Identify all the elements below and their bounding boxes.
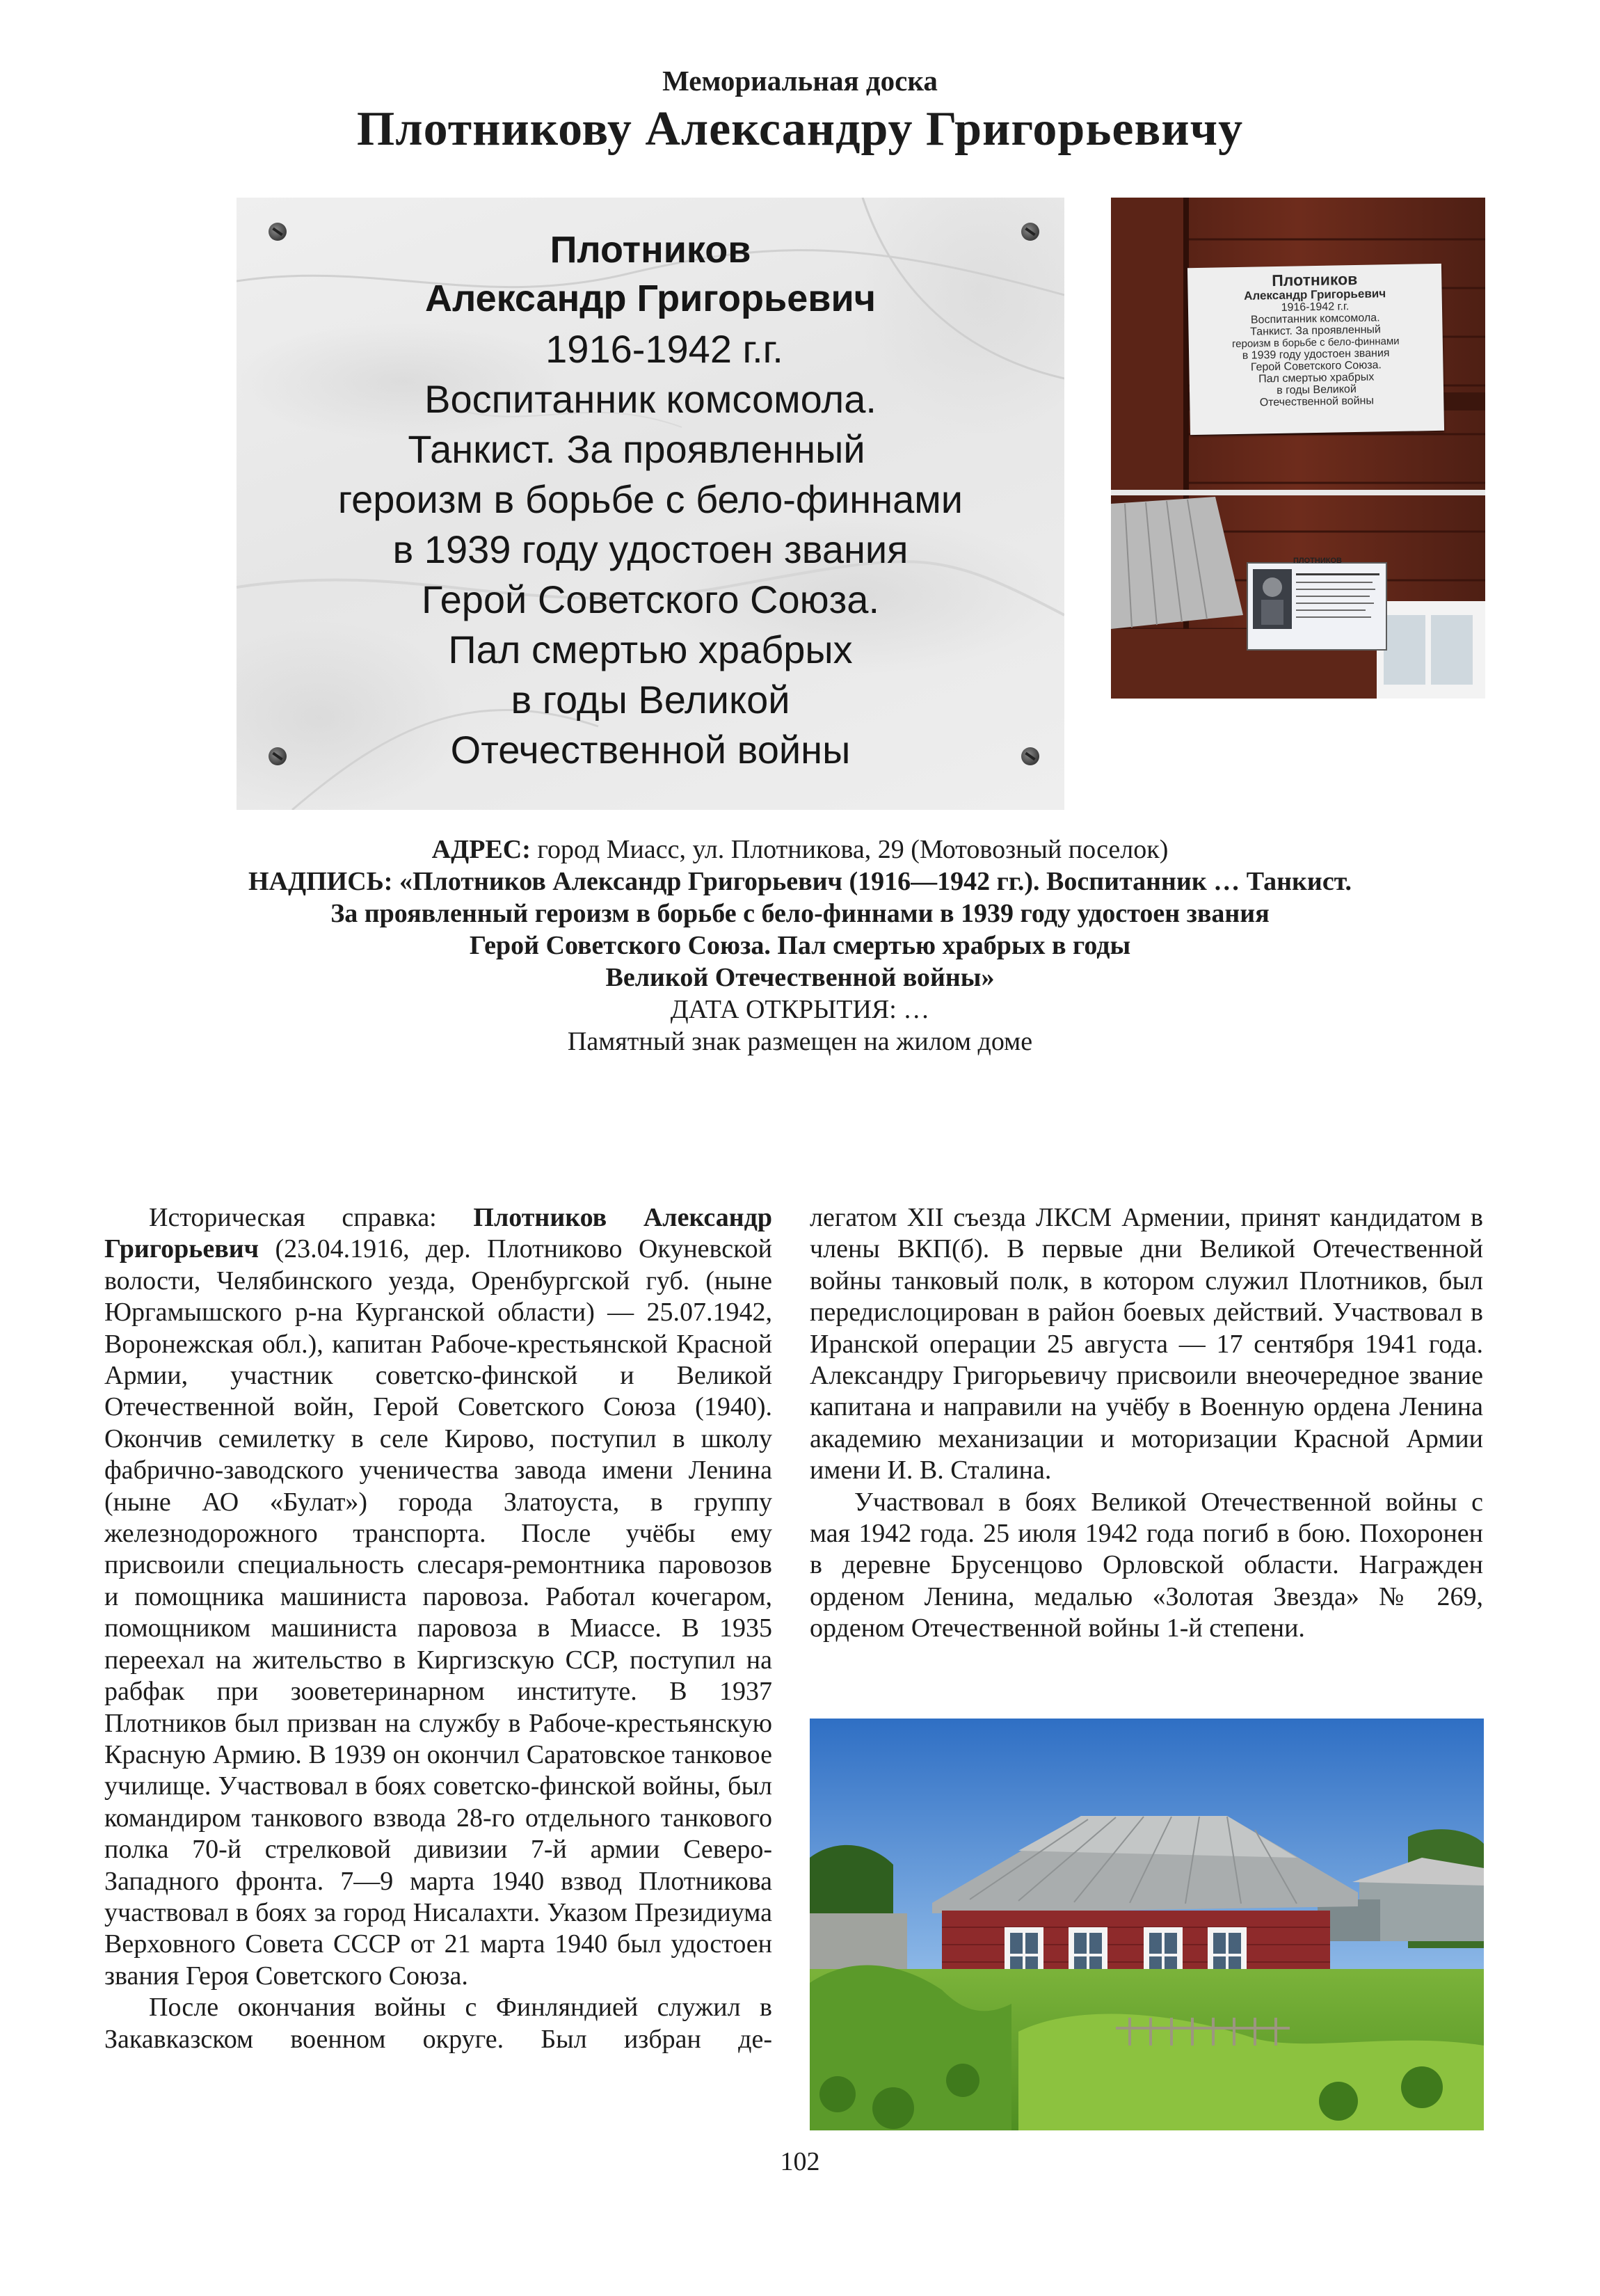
plaque-line: Танкист. За проявленный xyxy=(408,427,865,471)
collage-plaque-line: героизм в борьбе с бело-финнами xyxy=(1231,335,1400,351)
history-paragraph-3: Участвовал в боях Великой Отечественной войны с мая 1942 года. 25 июля 1942 года погиб в бою. Похоронен в деревне Брусенцово Орловской области. Награжден орденом Ленина, медалью «Золотая Звезда» № 269, орденом Отечественной войны 1-й степени. xyxy=(810,1487,1483,1643)
history-column-right xyxy=(810,1202,1483,1645)
history-paragraph-2-start: После окончания войны с Финляндией служил в Закавказском военном округе. Был избран де- xyxy=(104,1993,772,2054)
plaque-name-line2: Александр Григорьевич xyxy=(425,278,876,319)
page-title: Плотникову Александру Григорьевичу xyxy=(356,102,1244,156)
plaque-line: Герой Советского Союза. xyxy=(422,577,879,621)
page-number: 102 xyxy=(780,2147,820,2176)
page-subtitle: Мемориальная доска xyxy=(662,65,938,97)
history-p1: (23.04.1916, дер. Плотниково Окуневской волости, Челябинского уезда, Оренбургской губ. (ныне Юргамышского р-на Курганской области) — 25.07.1942, Воронежская обл.), капитан Рабоче-крестьянской Красной Армии, участник советско-финской и Великой Отечественной войн, Герой Советского Союза (1940). Окончив семилетку в селе Кирово, поступил в школу фабрично-заводского ученичества завода имени Ленина (ныне АО «Булат») города Златоуста, в группу железнодорожного транспорта. После учёбы ему присвоили специальность слесаря-ремонтника паровозов и помощника машиниста паровоза. Работал кочегаром, помощником машиниста паровоза в Миассе. В 1935 переехал на жительство в Киргизскую ССР, поступил на рабфак при зооветеринарном институте. В 1937 Плотников был призван на службу в Рабоче-крестьянскую Красную Армию. В 1939 он окончил Саратовское танковое училище. Участвовал в боях советско-финской войны, был командиром танкового взвода 28-го отдельного танкового полка 70-й стрелковой дивизии 7-й армии Северо-Западного фронта. 7—9 марта 1940 взвод Плотникова участвовал в боях за город Нисалахти. Указом Президиума Верховного Совета СССР от 21 марта 1940 был удостоен звания Героя Советского Союза. xyxy=(104,1234,772,1991)
collage-upper-plaque xyxy=(1187,264,1444,435)
address-label: АДРЕС: xyxy=(431,835,531,864)
collage-small-plaque-title: ПЛОТНИКОВ xyxy=(1293,557,1342,565)
plaque-line: героизм в борьбе с бело-финнами xyxy=(337,477,963,521)
inscription-line-1 xyxy=(0,866,1600,898)
plaque-line: в 1939 году удостоен звания xyxy=(392,527,909,571)
plaque-line: Отечественной войны xyxy=(450,728,851,772)
collage-plaque-line: Отечественной войны xyxy=(1259,394,1375,409)
collage-plaque-line: Герой Советского Союза. xyxy=(1250,359,1382,374)
house-photo-drawing xyxy=(810,1719,1484,2130)
collage-plaque-line: в 1939 году удостоен звания xyxy=(1242,347,1390,362)
collage-plaque-line: Пал смертью храбрых xyxy=(1258,371,1375,385)
collage-plaque-line: Воспитанник комсомола. xyxy=(1250,312,1380,326)
address-value: город Миасс, ул. Плотникова, 29 (Мотовозный поселок) xyxy=(530,835,1169,864)
history-name: Плотников Александр Григорьевич xyxy=(104,1203,772,1264)
history-paragraph-1 xyxy=(104,1202,772,1992)
inscription-line-4: Великой Отечественной войны» xyxy=(605,963,995,992)
opening-date: ДАТА ОТКРЫТИЯ: … xyxy=(670,995,930,1024)
house-photo xyxy=(810,1719,1484,2130)
placement-note: Памятный знак размещен на жилом доме xyxy=(567,1027,1033,1056)
history-column-left xyxy=(104,1202,772,2055)
collage-plaque-line: в годы Великой xyxy=(1277,383,1357,397)
collage-plaque-line: Танкист. За проявленный xyxy=(1250,324,1382,338)
collage-plaque-line: Плотников xyxy=(1272,269,1358,290)
plaque-line: в годы Великой xyxy=(511,678,790,722)
history-intro: Историческая справка: xyxy=(149,1203,474,1232)
memorial-plaque-photo xyxy=(237,198,1064,810)
collage-plaque-line: Александр Григорьевич xyxy=(1243,287,1386,303)
history-paragraph-2-end: легатом XII съезда ЛКСМ Армении, принят кандидатом в члены ВКП(б). В первые дни Великой Отечественной войны танковый полк, в котором служил Плотников, был передислоцирован в район боевых действий. Участвовал в Иранской операции 25 августа — 17 сентября 1941 года. Александру Григорьевичу присвоили внеочередное звание капитана и направили на учёбу в Военную ордена Ленина академию механизации и моторизации Красной Армии имени И. В. Сталина. xyxy=(810,1203,1483,1485)
collage-plaque-line: 1916-1942 г.г. xyxy=(1281,301,1350,314)
house-plaques-photo xyxy=(1111,198,1485,699)
plaque-name-line1: Плотников xyxy=(550,229,751,271)
inscription-line-2: За проявленный героизм в борьбе с бело-финнами в 1939 году удостоен звания xyxy=(330,899,1270,928)
inscription-line-3: Герой Советского Союза. Пал смертью храбрых в годы xyxy=(469,931,1131,960)
inscription-text: «Плотников Александр Григорьевич (1916—1942 гг.). Воспитанник … Танкист. xyxy=(392,867,1352,896)
inscription-label: НАДПИСЬ: xyxy=(248,867,393,896)
plaque-line: Воспитанник комсомола. xyxy=(424,377,877,421)
address-line xyxy=(0,834,1600,866)
plaque-line: 1916-1942 г.г. xyxy=(545,327,783,371)
plaque-line: Пал смертью храбрых xyxy=(448,628,853,671)
